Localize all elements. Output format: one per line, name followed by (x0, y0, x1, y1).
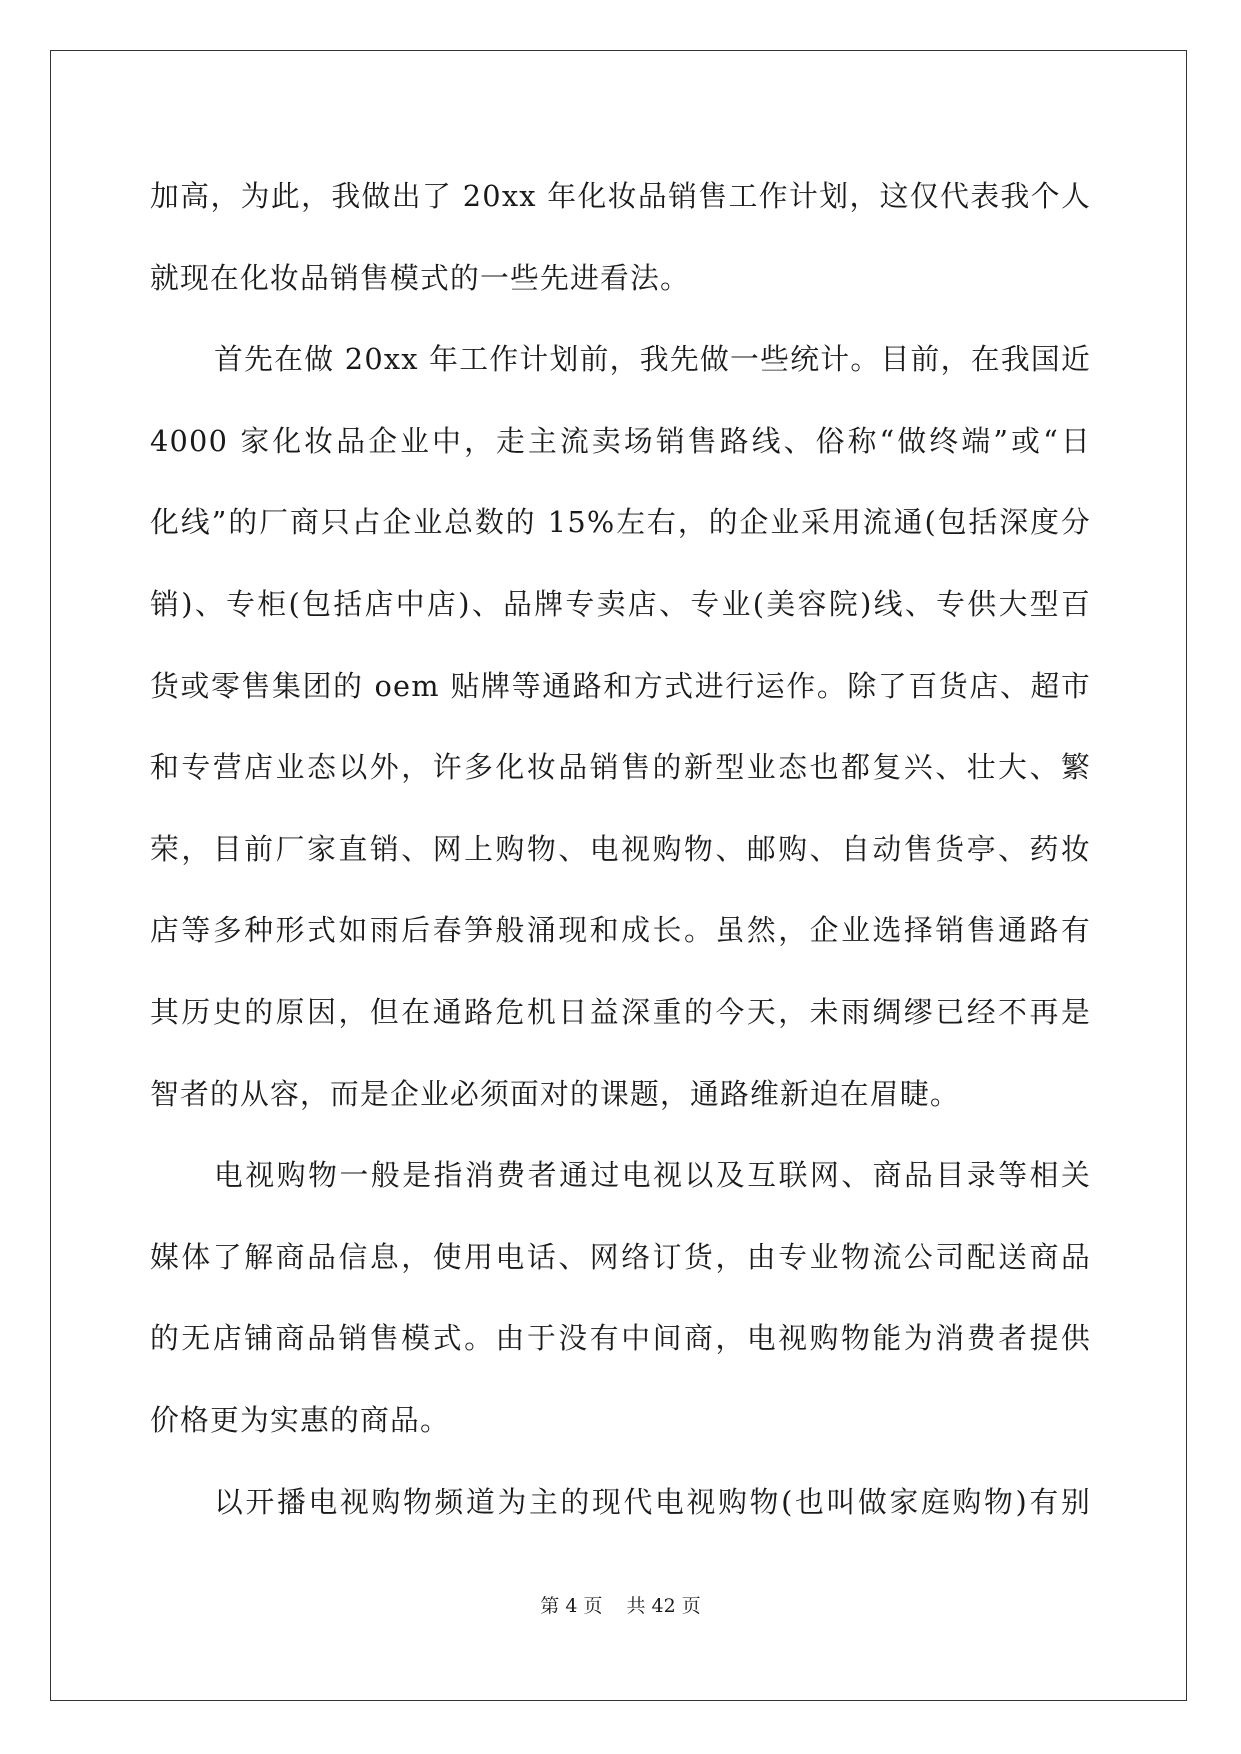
text-line: 4000 家化妆品企业中，走主流卖场销售路线、俗称“做终端”或“日 (150, 423, 1091, 458)
text-line: 和专营店业态以外，许多化妆品销售的新型业态也都复兴、壮大、繁 (150, 750, 1091, 785)
text-line: 价格更为实惠的商品。 (150, 1402, 450, 1437)
document-body (150, 156, 1091, 1543)
text-line: 化线”的厂商只占企业总数的 15%左右，的企业采用流通(包括深度分 (150, 505, 1091, 540)
text-line: 智者的从容，而是企业必须面对的课题，通路维新迫在眉睫。 (150, 1076, 960, 1111)
text-line: 货或零售集团的 oem 贴牌等通路和方式进行运作。除了百货店、超市 (150, 668, 1091, 703)
text-line: 首先在做 20xx 年工作计划前，我先做一些统计。目前，在我国近 (214, 342, 1091, 377)
text-line: 店等多种形式如雨后春笋般涌现和成长。虽然，企业选择销售通路有 (150, 913, 1091, 948)
paragraph (150, 1462, 1091, 1544)
page-total: 共 42 页 (626, 1595, 701, 1617)
page-footer (0, 1591, 1241, 1618)
text-line: 销)、专柜(包括店中店)、品牌专卖店、专业(美容院)线、专供大型百 (150, 586, 1091, 621)
text-line: 的无店铺商品销售模式。由于没有中间商，电视购物能为消费者提供 (150, 1321, 1091, 1356)
text-line: 电视购物一般是指消费者通过电视以及互联网、商品目录等相关 (214, 1158, 1091, 1193)
paragraph (150, 319, 1091, 1135)
text-line: 荣，目前厂家直销、网上购物、电视购物、邮购、自动售货亭、药妆 (150, 831, 1091, 866)
text-line: 以开播电视购物频道为主的现代电视购物(也叫做家庭购物)有别 (214, 1484, 1091, 1519)
page-number: 第 4 页 (540, 1595, 603, 1617)
paragraph (150, 1135, 1091, 1461)
text-line: 加高，为此，我做出了 20xx 年化妆品销售工作计划，这仅代表我个人 (150, 179, 1091, 213)
text-line: 媒体了解商品信息，使用电话、网络订货，由专业物流公司配送商品 (150, 1239, 1091, 1274)
text-line: 其历史的原因，但在通路危机日益深重的今天，未雨绸缪已经不再是 (150, 994, 1091, 1029)
paragraph (150, 156, 1091, 319)
text-line: 就现在化妆品销售模式的一些先进看法。 (150, 260, 690, 295)
